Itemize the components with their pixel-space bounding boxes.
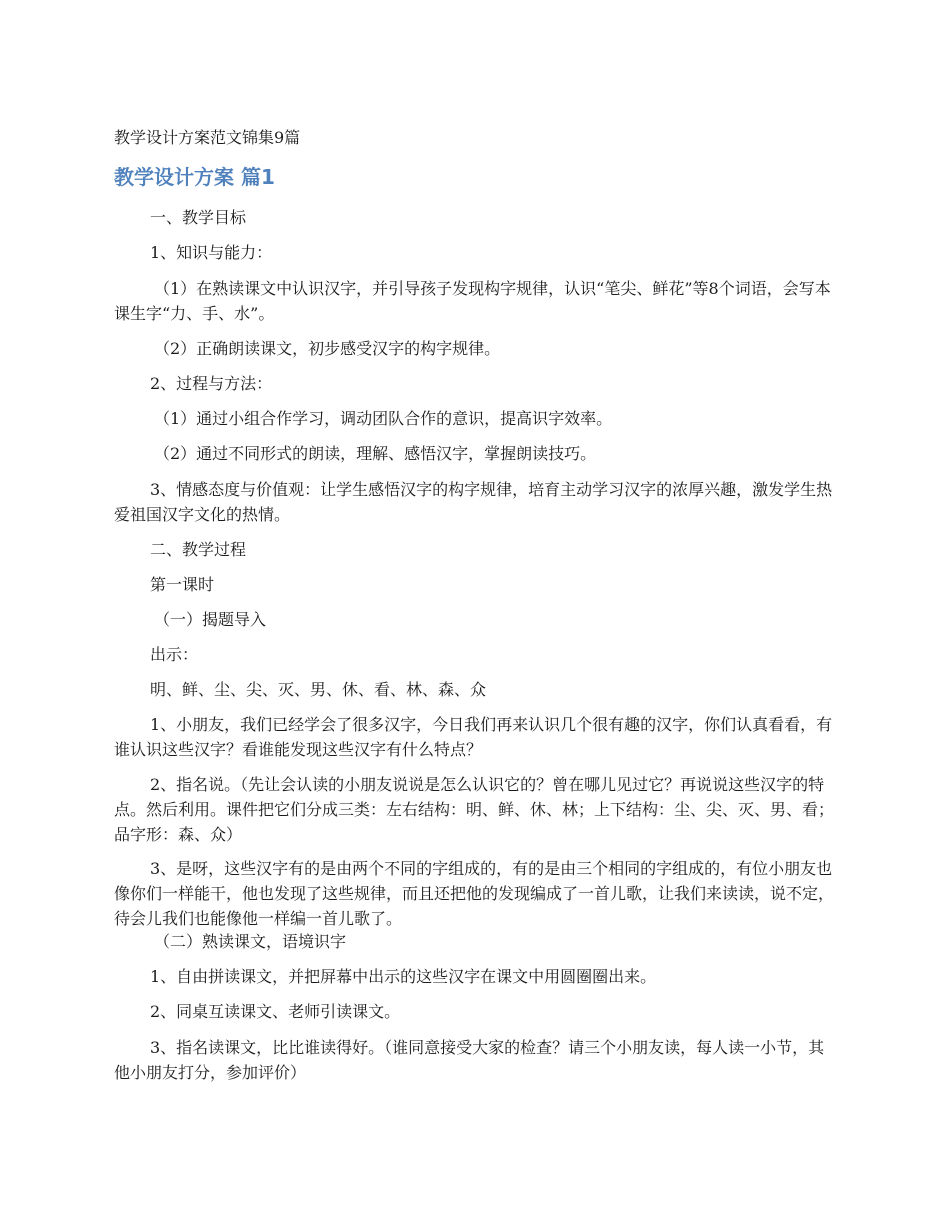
document-title: 教学设计方案范文锦集9篇: [114, 128, 301, 147]
paragraph-step-3: 3、是呀，这些汉字有的是由两个不同的字组成的，有的是由三个相同的字组成的，有位小朋友也像你们一样能干，他也发现了这些规律，而且还把他的发现编成了一首儿歌，让我们来读读，说不定，待会儿我们也能像他一样编一首儿歌了。: [114, 859, 835, 928]
paragraph-teaching-goals: 一、教学目标: [150, 208, 247, 227]
paragraph-goal-2-2: （2）通过不同形式的朗读，理解、感悟汉字，掌握朗读技巧。: [154, 444, 597, 463]
paragraph-goal-1-2: （2）正确朗读课文，初步感受汉字的构字规律。: [154, 339, 501, 358]
section-heading: 教学设计方案 篇1: [114, 165, 275, 189]
paragraph-step-1: 1、小朋友，我们已经学会了很多汉字，今日我们再来认识几个很有趣的汉字，你们认真看看，有谁认识这些汉字？看谁能发现这些汉字有什么特点？: [114, 715, 833, 759]
paragraph-intro: （一）揭题导入: [154, 610, 267, 629]
paragraph-first-lesson: 第一课时: [150, 575, 215, 594]
paragraph-read-step-1: 1、自由拼读课文，并把屏幕中出示的这些汉字在课文中用圆圈圈出来。: [150, 967, 657, 986]
paragraph-show: 出示：: [150, 645, 199, 664]
paragraph-step-2: 2、指名说。（先让会认读的小朋友说说是怎么认识它的？曾在哪儿见过它？再说说这些汉字的特点。然后利用。课件把它们分成三类：左右结构：明、鲜、休、林；上下结构：尘、尖、灭、男、看；品字形：森、众）: [114, 775, 835, 844]
paragraph-read-step-2: 2、同桌互读课文、老师引读课文。: [150, 1002, 401, 1021]
paragraph-read-step-3: 3、指名读课文，比比谁读得好。（谁同意接受大家的检查？请三个小朋友读，每人读一小节，其他小朋友打分，参加评价）: [114, 1038, 825, 1082]
paragraph-process-method: 2、过程与方法：: [150, 374, 273, 393]
paragraph-knowledge-ability: 1、知识与能力：: [150, 243, 273, 262]
paragraph-characters: 明、鲜、尘、尖、灭、男、休、看、林、森、众: [150, 680, 487, 699]
paragraph-goal-2-1: （1）通过小组合作学习，调动团队合作的意识，提高识字效率。: [154, 409, 613, 428]
paragraph-read-text: （二）熟读课文，语境识字: [154, 932, 347, 951]
paragraph-goal-1-1: （1）在熟读课文中认识汉字，并引导孩子发现构字规律，认识“笔尖、鲜花”等8个词语，会写本课生字“力、手、水”。: [114, 279, 831, 323]
paragraph-emotion-values: 3、情感态度与价值观：让学生感悟汉字的构字规律，培育主动学习汉字的浓厚兴趣，激发学生热爱祖国汉字文化的热情。: [114, 480, 833, 524]
paragraph-teaching-process: 二、教学过程: [150, 540, 247, 559]
